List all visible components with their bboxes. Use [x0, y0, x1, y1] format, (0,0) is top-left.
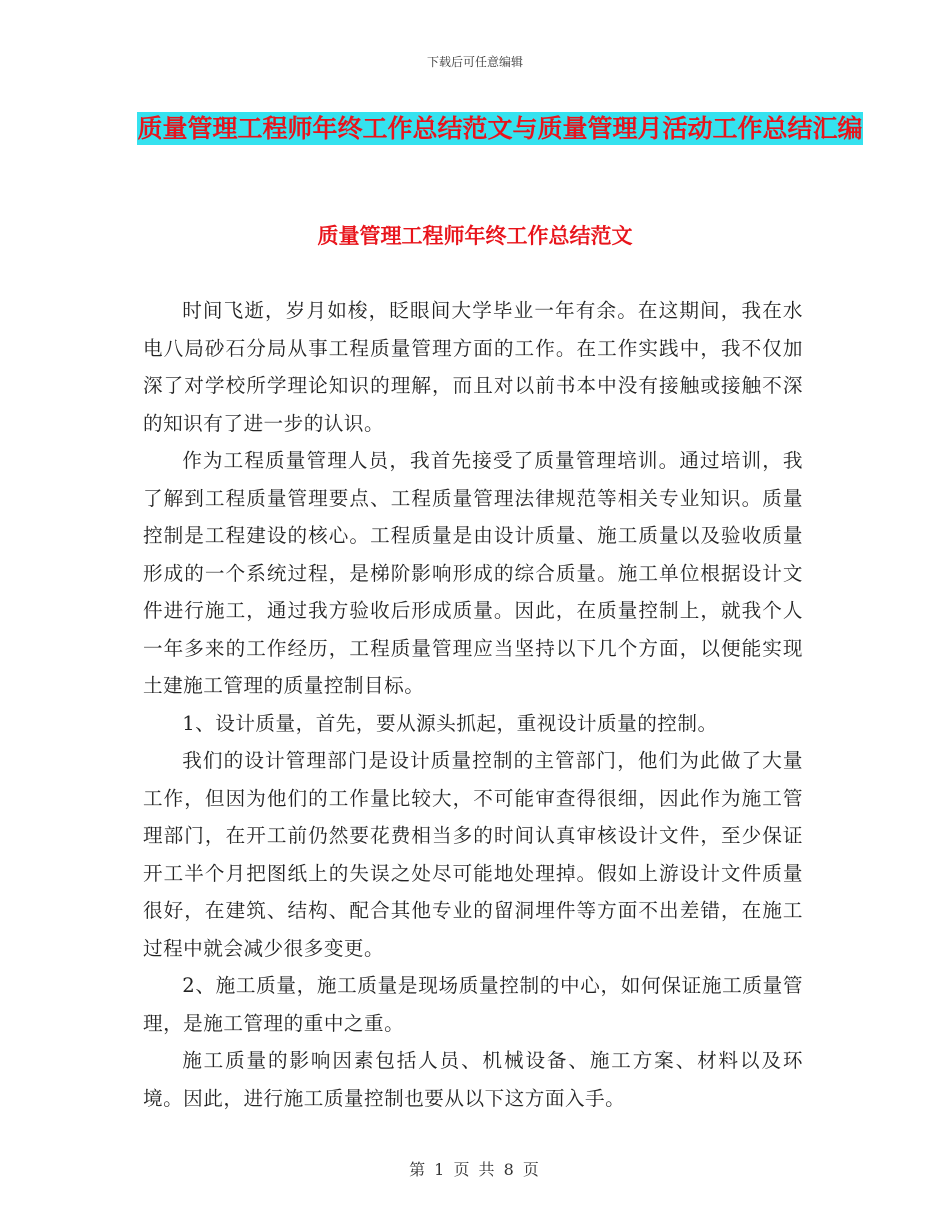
paragraph: 2、施工质量，施工质量是现场质量控制的中心，如何保证施工质量管理，是施工管理的重中之重。 [143, 974, 803, 1035]
document-title-text: 质量管理工程师年终工作总结范文与质量管理月活动工作总结汇编 [137, 114, 863, 143]
paragraph: 施工质量的影响因素包括人员、机械设备、施工方案、材料以及环境。因此，进行施工质量控制也要从以下这方面入手。 [143, 1049, 803, 1110]
header-note: 下载后可任意编辑 [426, 55, 523, 69]
section-title: 质量管理工程师年终工作总结范文 [317, 224, 633, 248]
paragraph: 作为工程质量管理人员，我首先接受了质量管理培训。通过培训，我了解到工程质量管理要点、工程质量管理法律规范等相关专业知识。质量控制是工程建设的核心。工程质量是由设计质量、施工质量以及验收质量形成的一个系统过程，是梯阶影响形成的综合质量。施工单位根据设计文件进行施工，通过我方验收后形成质量。因此，在质量控制上，就我个人一年多来的工作经历，工程质量管理应当坚持以下几个方面，以便能实现土建施工管理的质量控制目标。 [143, 449, 803, 697]
page-number-footer: 第 1 页 共 8 页 [409, 1160, 541, 1179]
document-body [143, 292, 803, 1117]
paragraph: 时间飞逝，岁月如梭，眨眼间大学毕业一年有余。在这期间，我在水电八局砂石分局从事工程质量管理方面的工作。在工作实践中，我不仅加深了对学校所学理论知识的理解，而且对以前书本中没有接触或接触不深的知识有了进一步的认识。 [143, 299, 803, 435]
document-title [100, 107, 900, 151]
paragraph: 我们的设计管理部门是设计质量控制的主管部门，他们为此做了大量工作，但因为他们的工作量比较大，不可能审查得很细，因此作为施工管理部门，在开工前仍然要花费相当多的时间认真审核设计文件，至少保证开工半个月把图纸上的失误之处尽可能地处理掉。假如上游设计文件质量很好，在建筑、结构、配合其他专业的留洞埋件等方面不出差错，在施工过程中就会减少很多变更。 [143, 749, 803, 960]
paragraph: 1、设计质量，首先，要从源头抓起，重视设计质量的控制。 [182, 711, 718, 735]
